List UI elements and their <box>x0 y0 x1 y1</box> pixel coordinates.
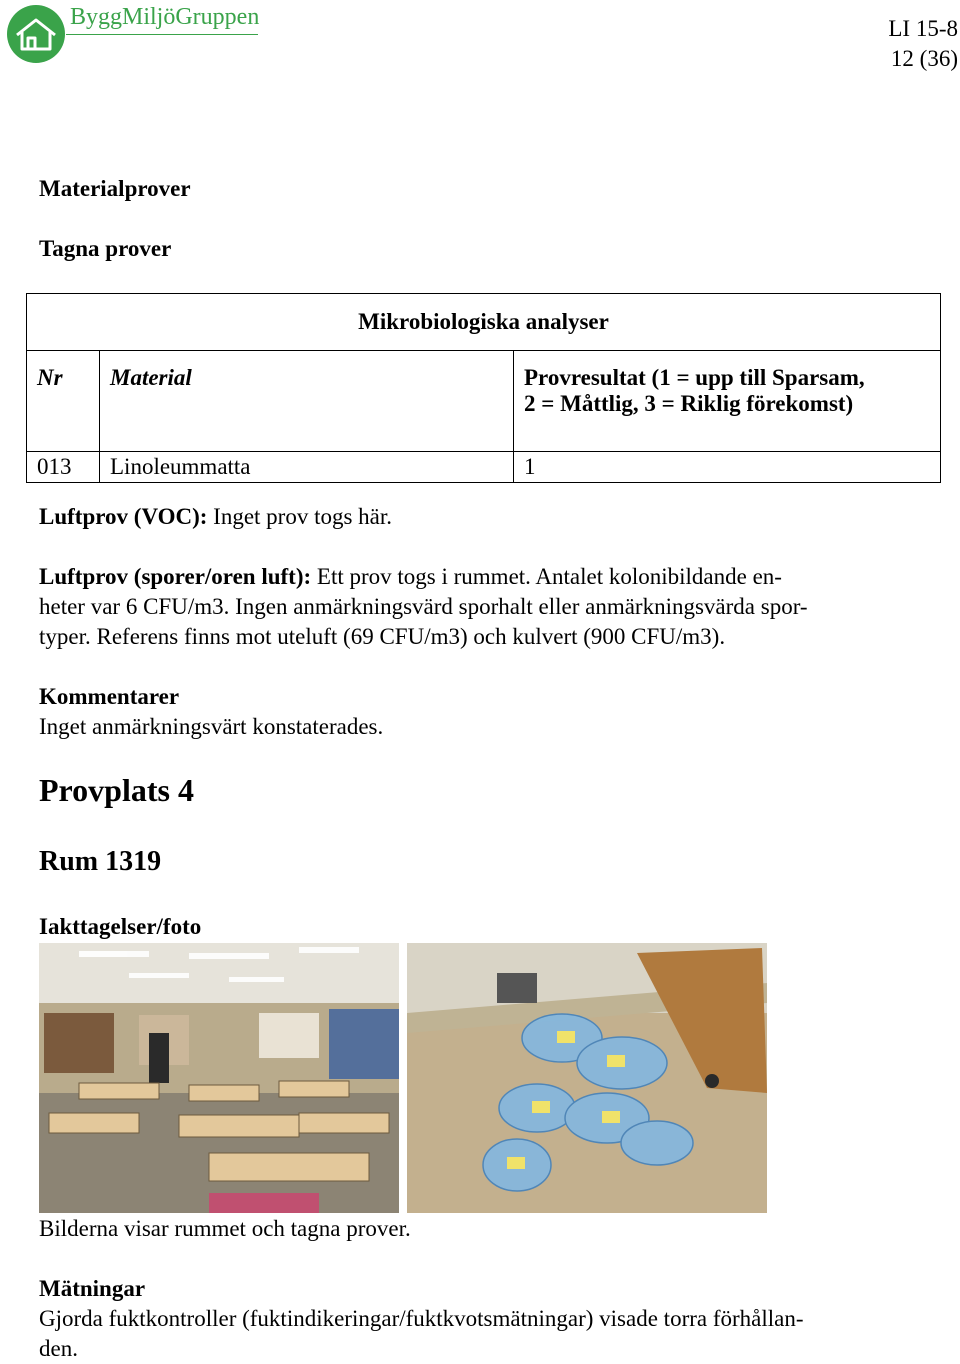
spores-label: Luftprov (sporer/oren luft): <box>39 564 312 589</box>
logo-text: ByggMiljöGruppen <box>70 4 260 30</box>
table-caption: Mikrobiologiska analyser <box>27 294 941 351</box>
comments-title: Kommentarer <box>39 684 180 709</box>
voc-label: Luftprov (VOC): <box>39 504 208 529</box>
page-reference <box>888 14 958 74</box>
voc-paragraph <box>39 502 392 532</box>
logo-underline <box>66 34 258 35</box>
site-title: Provplats 4 <box>39 772 194 808</box>
table-header-row <box>27 351 941 452</box>
voc-text: Inget prov togs här. <box>207 504 393 529</box>
cell-result: 1 <box>514 452 941 483</box>
spores-line-2: heter var 6 CFU/m3. Ingen anmärkningsvärd sporhalt eller anmärkningsvärda spor- <box>39 594 808 619</box>
room-title: Rum 1319 <box>39 846 162 877</box>
photo-caption: Bilderna visar rummet och tagna prover. <box>39 1216 411 1241</box>
observations-title: Iakttagelser/foto <box>39 914 202 939</box>
cell-nr: 013 <box>27 452 100 483</box>
section-subtitle: Tagna prover <box>39 236 172 261</box>
spores-line-1: Ett prov togs i rummet. Antalet kolonibildande en- <box>311 564 782 589</box>
measurements-line-2: den. <box>39 1336 78 1361</box>
document-id: LI 15-8 <box>888 16 958 41</box>
table-row <box>27 452 941 483</box>
result-header-line-1: Provresultat (1 = upp till Sparsam, <box>524 365 865 390</box>
cell-material: Linoleummatta <box>100 452 514 483</box>
classroom-photo <box>39 943 399 1213</box>
page-number: 12 (36) <box>890 46 958 71</box>
column-header-material: Material <box>100 351 514 452</box>
result-header-line-2: 2 = Måttlig, 3 = Riklig förekomst) <box>524 391 854 416</box>
section-title: Materialprover <box>39 176 191 201</box>
spores-paragraph <box>39 562 919 652</box>
comments-block <box>39 682 383 742</box>
measurements-block <box>39 1274 939 1364</box>
column-header-result <box>514 351 941 452</box>
spores-line-3: typer. Referens finns mot uteluft (69 CFU/m3) och kulvert (900 CFU/m3). <box>39 624 726 649</box>
column-header-nr: Nr <box>27 351 100 452</box>
samples-photo <box>407 943 767 1213</box>
comments-text: Inget anmärkningsvärt konstaterades. <box>39 714 384 739</box>
microbiology-table <box>26 293 941 483</box>
measurements-title: Mätningar <box>39 1276 146 1301</box>
measurements-line-1: Gjorda fuktkontroller (fuktindikeringar/fuktkvotsmätningar) visade torra förhållan- <box>39 1306 804 1331</box>
